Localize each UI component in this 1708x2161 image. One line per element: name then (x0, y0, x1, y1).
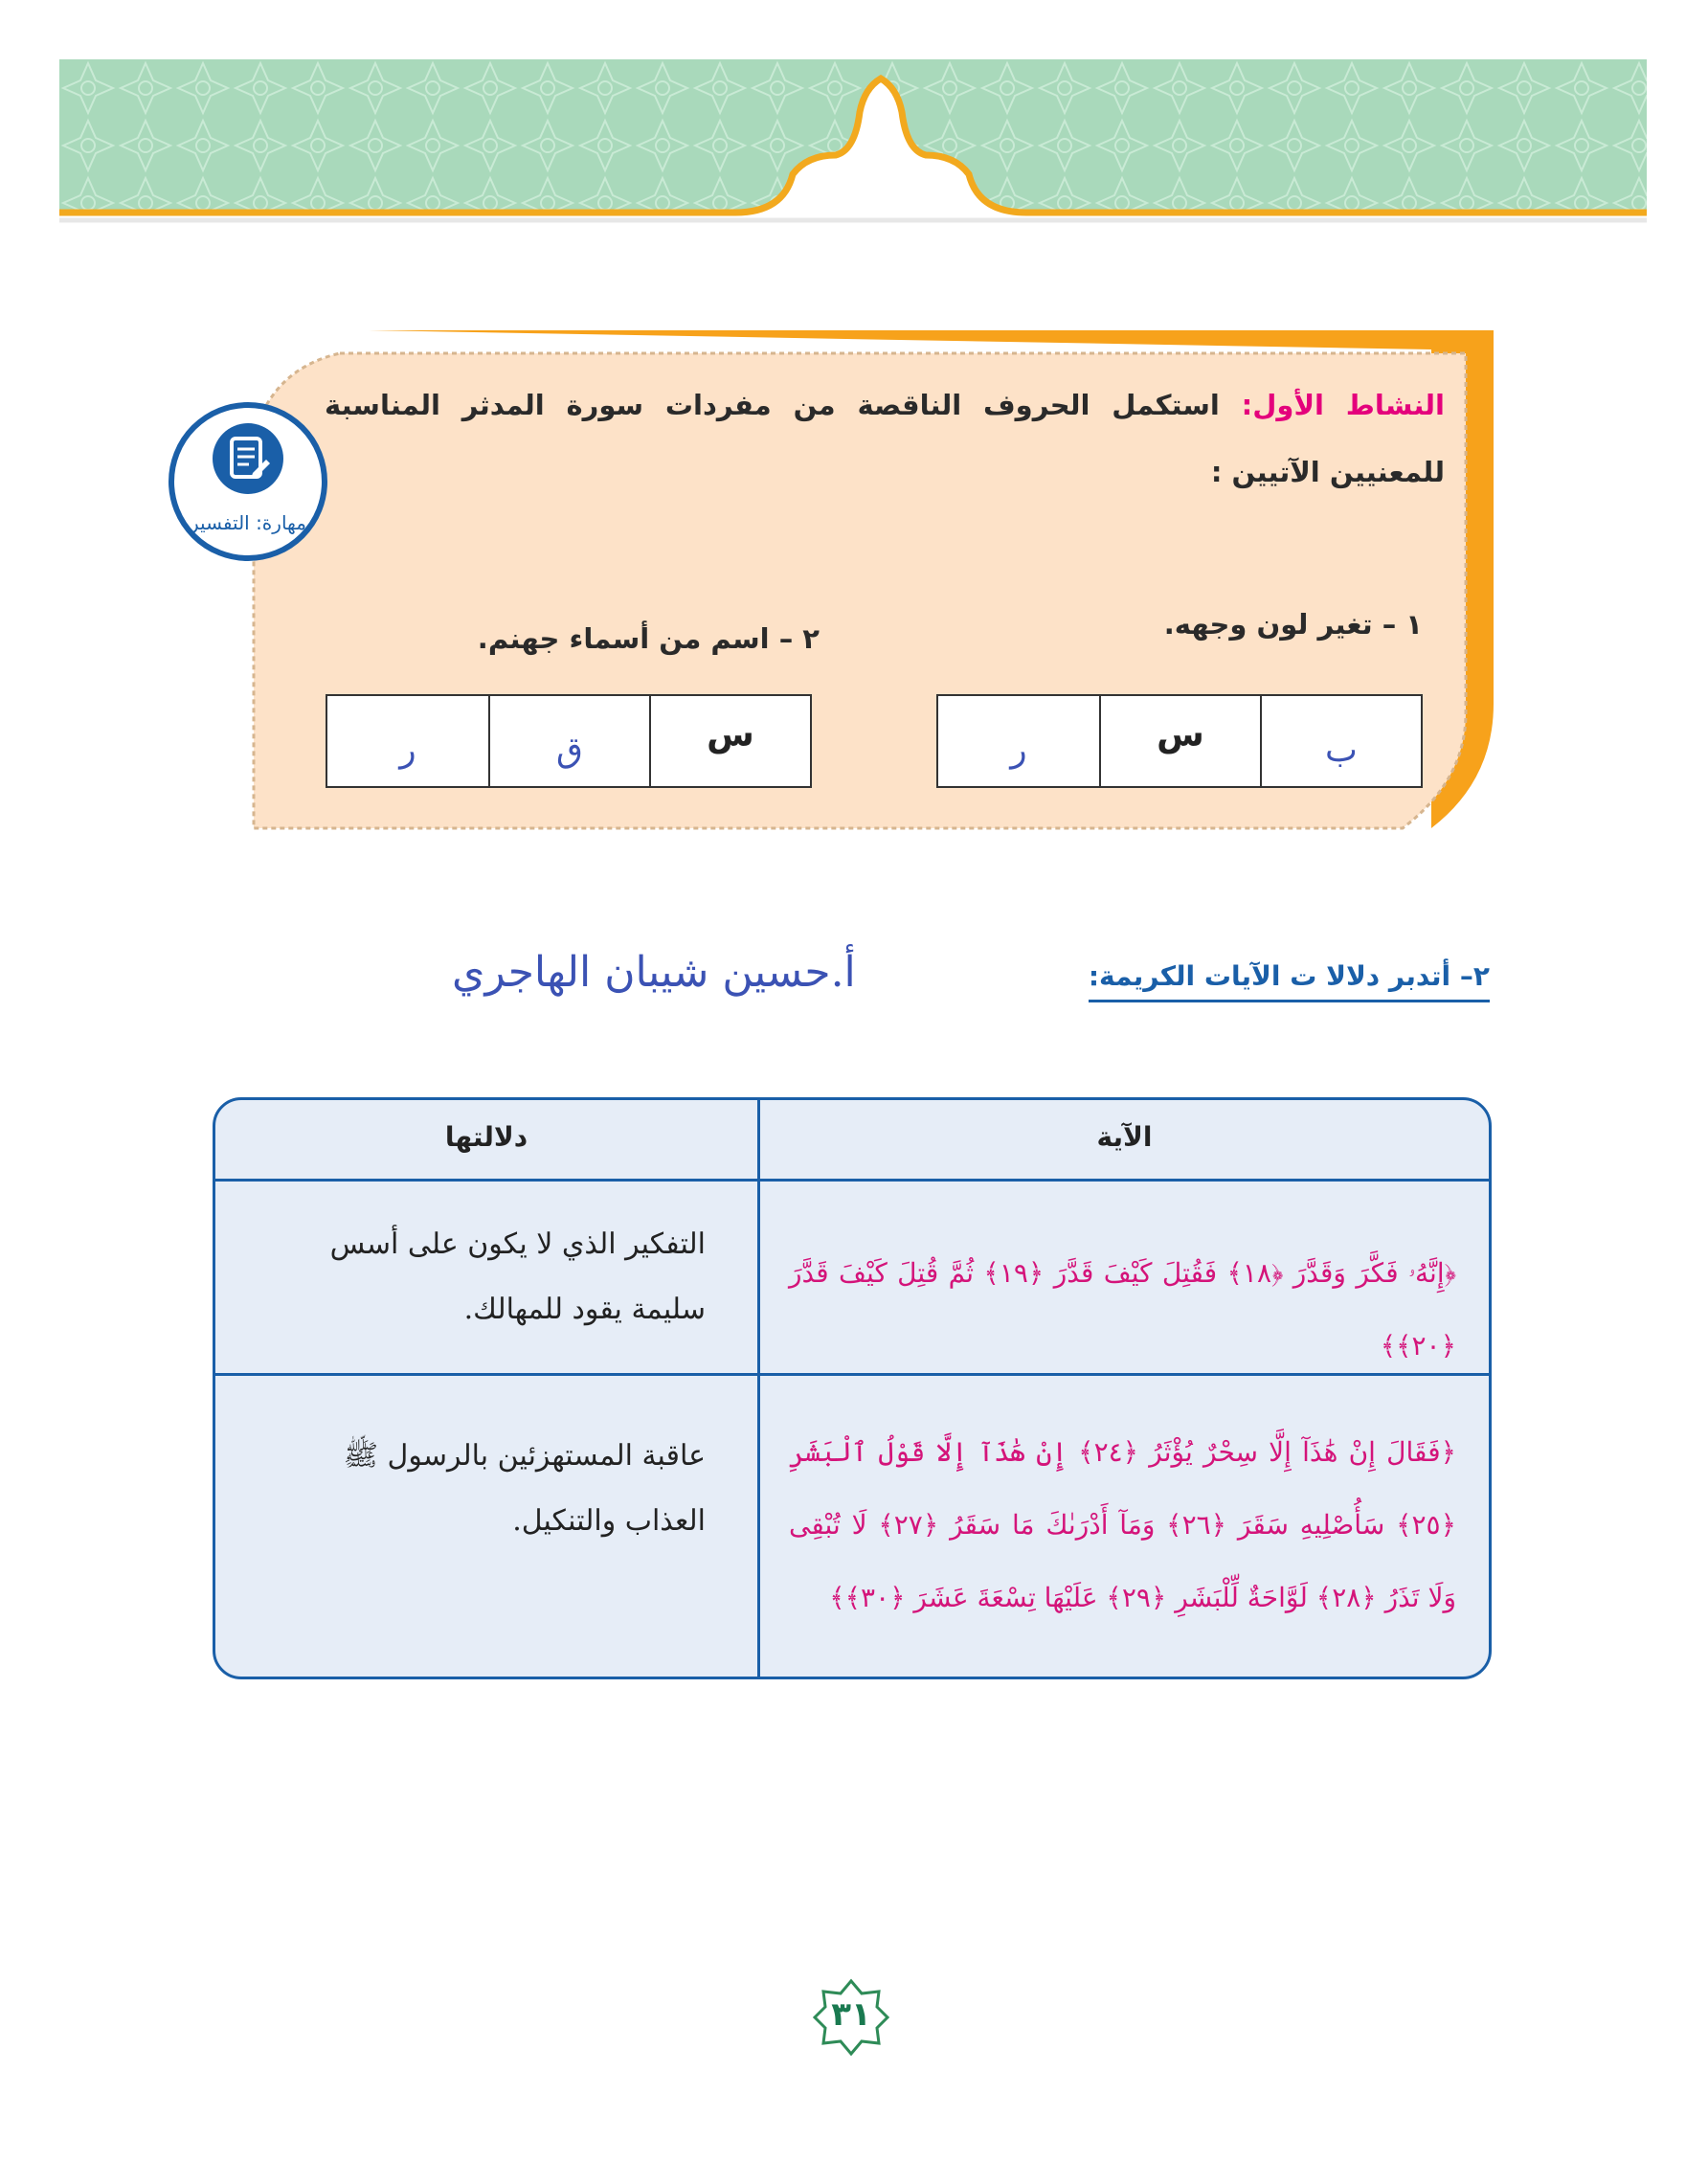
activity-instruction (325, 371, 1445, 506)
table-header-row (215, 1100, 1489, 1182)
filled-letter: ر (1010, 731, 1027, 770)
header-banner (59, 59, 1647, 226)
letter-grid-1 (936, 694, 1423, 788)
letter-grid-2 (326, 694, 812, 788)
section-heading: ٢– أتدبر دلالا ت الآيات الكريمة: (1089, 960, 1490, 1002)
verse-cell (757, 1376, 1489, 1679)
given-letter: س (1157, 715, 1204, 754)
letter-cell[interactable] (1260, 696, 1421, 786)
meaning-text: عاقبة المستهزئين بالرسول ﷺ العذاب والتنكيل. (343, 1439, 706, 1538)
verses-table (213, 1097, 1492, 1679)
activity-instruction-text: استكمل الحروف الناقصة من مفردات سورة المدثر المناسبة للمعنيين الآتيين : (325, 389, 1445, 488)
page-number (812, 1978, 890, 2057)
header-verse: الآية (1096, 1121, 1153, 1153)
skill-badge (169, 402, 327, 561)
letter-cell[interactable] (488, 696, 649, 786)
meaning-text: التفكير الذي لا يكون على أسس سليمة يقود للمهالك. (329, 1227, 706, 1326)
letter-cell[interactable] (938, 696, 1099, 786)
verse-text: ﴿فَقَالَ إِنْ هَٰذَآ إِلَّا سِحْرٌ يُؤْثَرُ ﴿٢٤﴾ إِنْ هَٰذَآ إِلَّا قَوْلُ ٱلْبَشَرِ ﴿٢٥﴾ سَأُصْلِيهِ سَقَرَ ﴿٢٦﴾ وَمَآ أَدْرَىٰكَ مَا سَقَرُ ﴿٢٧﴾ لَا تُبْقِى وَلَا تَذَرُ ﴿٢٨﴾ لَوَّاحَةٌ لِّلْبَشَرِ ﴿٢٩﴾ عَلَيْهَا تِسْعَةَ عَشَرَ ﴿٣٠﴾﴾ (789, 1436, 1456, 1613)
filled-letter: ق (556, 731, 583, 770)
page-number-text: ٣١ (831, 1995, 871, 2034)
letter-cell[interactable] (649, 696, 810, 786)
given-letter: س (707, 715, 754, 754)
activity-label: النشاط الأول: (1241, 389, 1445, 421)
item-1-label: ١ – تغير لون وجهه. (1163, 608, 1423, 641)
author-name: أ.حسين شيبان الهاجري (452, 948, 856, 997)
table-row (215, 1182, 1489, 1376)
meaning-cell (215, 1376, 757, 1679)
filled-letter: ب (1325, 731, 1358, 770)
notepad-pen-icon (213, 423, 283, 494)
verse-text: ﴿إِنَّهُۥ فَكَّرَ وَقَدَّرَ ﴿١٨﴾ فَقُتِلَ كَيْفَ قَدَّرَ ﴿١٩﴾ ثُمَّ قُتِلَ كَيْفَ قَدَّرَ ﴿٢٠﴾﴾ (789, 1257, 1456, 1362)
table-row (215, 1376, 1489, 1679)
header-meaning: دلالتها (444, 1121, 528, 1153)
verse-cell (757, 1182, 1489, 1373)
skill-badge-label: مهارة: التفسير (190, 511, 306, 534)
filled-letter: ر (399, 731, 416, 770)
letter-cell[interactable] (327, 696, 488, 786)
meaning-cell (215, 1182, 757, 1373)
table-header-cell (757, 1100, 1489, 1179)
letter-cell[interactable] (1099, 696, 1260, 786)
table-header-cell (215, 1100, 757, 1179)
item-2-label: ٢ – اسم من أسماء جهنم. (477, 622, 820, 655)
